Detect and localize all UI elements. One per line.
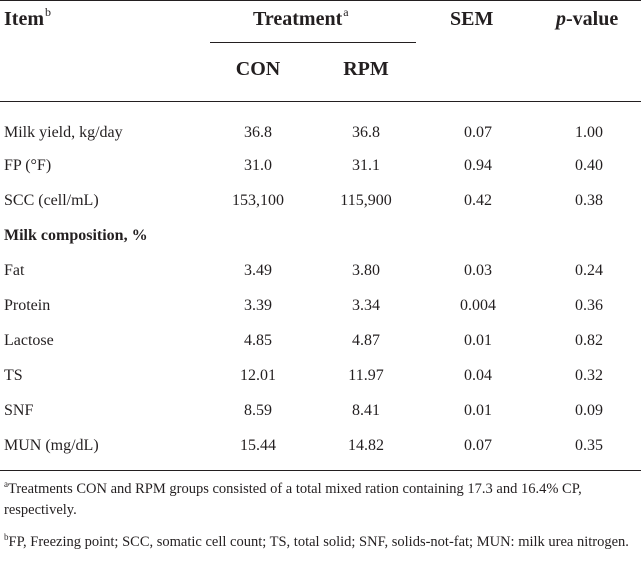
p-value-column-header [556, 8, 618, 30]
row-con-value: 36.8 [244, 124, 272, 141]
row-con-value: 3.49 [244, 262, 272, 279]
row-sem-value: 0.03 [464, 262, 492, 279]
sem-column-header [450, 8, 493, 30]
row-p-value: 0.09 [575, 402, 603, 419]
row-item-label: Milk yield, kg/day [4, 124, 123, 141]
row-con-value: 31.0 [244, 157, 272, 174]
row-con-value: 8.59 [244, 402, 272, 419]
footnote-b [4, 532, 636, 553]
section-heading-label: Milk composition, % [4, 227, 148, 244]
row-con-value: 3.39 [244, 297, 272, 314]
row-sem-value: 0.004 [460, 297, 496, 314]
row-con-value: 153,100 [232, 192, 284, 209]
rpm-header-label: RPM [343, 58, 389, 80]
row-con-value: 4.85 [244, 332, 272, 349]
row-con-value: 15.44 [240, 437, 276, 454]
row-p-value: 0.32 [575, 367, 603, 384]
row-p-value: 0.36 [575, 297, 603, 314]
row-item-label: SNF [4, 402, 34, 419]
row-item-label: Fat [4, 262, 25, 279]
table-bottom-rule [0, 470, 641, 471]
footnote-a-text: Treatments CON and RPM groups consisted of a total mixed ration containing 17.3 and 16.4% CP, respectively. [4, 481, 582, 518]
treatment-span-rule [210, 42, 416, 43]
header-bottom-rule [0, 101, 641, 102]
row-item-label: TS [4, 367, 23, 384]
row-p-value: 0.40 [575, 157, 603, 174]
row-rpm-value: 14.82 [348, 437, 384, 454]
treatment-column-header [253, 5, 349, 32]
row-item-label: Lactose [4, 332, 54, 349]
p-header-rest: -value [566, 8, 619, 30]
row-rpm-value: 8.41 [352, 402, 380, 419]
row-p-value: 0.38 [575, 192, 603, 209]
row-rpm-value: 36.8 [352, 124, 380, 141]
row-item-label: Protein [4, 297, 51, 314]
row-sem-value: 0.94 [464, 157, 492, 174]
item-header-label: Item [4, 8, 44, 30]
footnote-a-mark: a [4, 479, 8, 489]
rpm-column-header [318, 58, 414, 80]
row-item-label: SCC (cell/mL) [4, 192, 99, 209]
row-rpm-value: 11.97 [348, 367, 384, 384]
row-p-value: 0.24 [575, 262, 603, 279]
row-p-value: 1.00 [575, 124, 603, 141]
p-header-italic: p [556, 8, 566, 30]
table-top-rule [0, 0, 641, 1]
footnote-b-text: FP, Freezing point; SCC, somatic cell count; TS, total solid; SNF, solids-not-fat; MUN: milk urea nitrogen. [8, 534, 629, 550]
row-p-value: 0.35 [575, 437, 603, 454]
row-con-value: 12.01 [240, 367, 276, 384]
treatment-header-label: Treatment [253, 8, 343, 30]
footnote-b-mark: b [4, 532, 9, 542]
row-sem-value: 0.07 [464, 124, 492, 141]
con-header-label: CON [235, 58, 281, 80]
item-column-header [4, 5, 51, 32]
row-sem-value: 0.07 [464, 437, 492, 454]
item-header-footnote-mark: b [44, 5, 51, 19]
row-sem-value: 0.01 [464, 332, 492, 349]
row-sem-value: 0.01 [464, 402, 492, 419]
row-rpm-value: 3.80 [352, 262, 380, 279]
footnote-a [4, 479, 636, 520]
row-sem-value: 0.04 [464, 367, 492, 384]
row-rpm-value: 3.34 [352, 297, 380, 314]
row-rpm-value: 115,900 [340, 192, 392, 209]
row-p-value: 0.82 [575, 332, 603, 349]
treatment-header-footnote-mark: a [343, 5, 349, 19]
row-item-label: FP (°F) [4, 157, 52, 174]
sem-header-label: SEM [450, 8, 494, 30]
row-rpm-value: 4.87 [352, 332, 380, 349]
row-item-label: MUN (mg/dL) [4, 437, 99, 454]
row-rpm-value: 31.1 [352, 157, 380, 174]
row-sem-value: 0.42 [464, 192, 492, 209]
con-column-header [210, 58, 306, 80]
